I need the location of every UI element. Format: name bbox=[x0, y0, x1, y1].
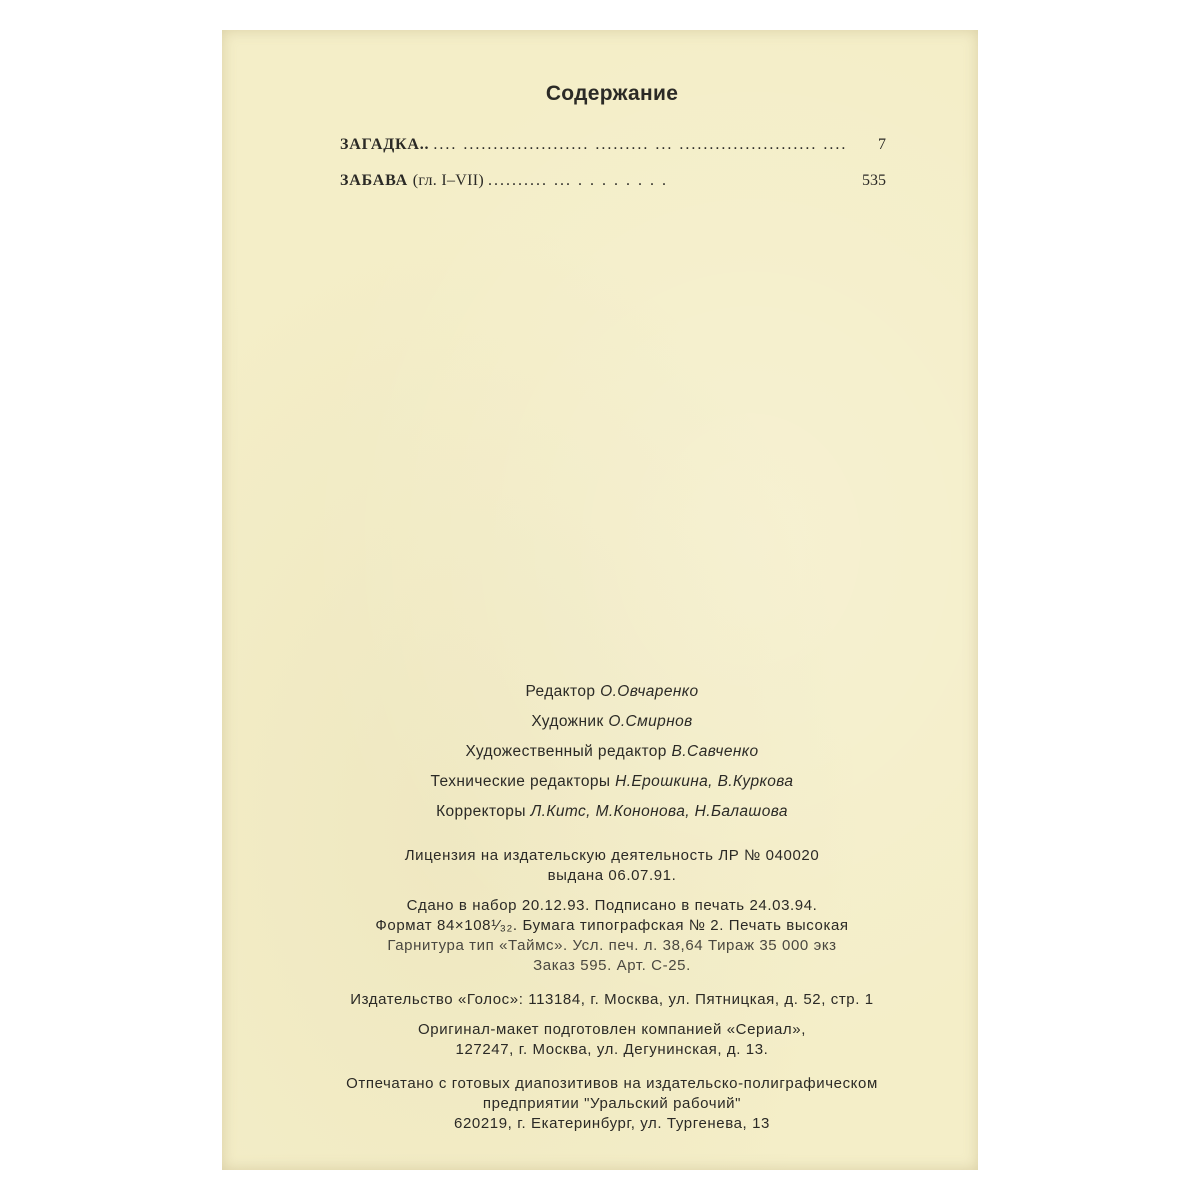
credit-name: В.Савченко bbox=[671, 743, 759, 760]
toc-entry bbox=[340, 136, 886, 172]
license-line: Лицензия на издательскую деятельность ЛР № 040020 bbox=[404, 847, 820, 864]
credit-name: О.Смирнов bbox=[608, 713, 693, 730]
toc-leader-dots: .... ..................... ......... ... ....................... .... bbox=[433, 136, 848, 153]
toc-entry bbox=[340, 172, 886, 208]
credit-name: О.Овчаренко bbox=[600, 683, 699, 700]
layout-line: Оригинал-макет подготовлен компанией «Сериал», bbox=[418, 1021, 806, 1038]
dates-line: Сдано в набор 20.12.93. Подписано в печать 24.03.94. bbox=[406, 897, 818, 914]
printer-name-line: предприятии "Уральский рабочий" bbox=[482, 1095, 742, 1112]
credit-proofreaders bbox=[222, 797, 1002, 827]
toc-entry-title: ЗАГАДКА.. bbox=[340, 136, 430, 153]
credits-block bbox=[222, 677, 1002, 827]
contents-heading: Содержание bbox=[545, 82, 679, 105]
license-date-line: выдана 06.07.91. bbox=[547, 867, 677, 884]
format-line: Формат 84×108¹⁄₃₂. Бумага типографская № 2. Печать высокая bbox=[375, 917, 849, 934]
table-of-contents bbox=[340, 136, 886, 208]
credit-tech-editors bbox=[222, 767, 1002, 797]
credit-role: Художник bbox=[531, 713, 604, 730]
toc-entry-suffix: (гл. I–VII) bbox=[412, 172, 484, 189]
toc-entry-page: 7 bbox=[878, 136, 886, 153]
typeface-line: Гарнитура тип «Таймс». Усл. печ. л. 38,64 Тираж 35 000 экз bbox=[387, 937, 837, 954]
credit-name: Л.Китс, М.Кононова, Н.Балашова bbox=[530, 803, 788, 820]
printed-line: Отпечатано с готовых диапозитивов на издательско-полиграфическом bbox=[346, 1075, 878, 1092]
credit-artist bbox=[222, 707, 1002, 737]
publisher-line: Издательство «Голос»: 113184, г. Москва, ул. Пятницкая, д. 52, стр. 1 bbox=[350, 991, 874, 1008]
toc-entry-title: ЗАБАВА (гл. I–VII) bbox=[340, 172, 484, 189]
book-page bbox=[222, 30, 978, 1170]
credit-role: Художественный редактор bbox=[465, 743, 667, 760]
toc-leader-dots: .......... ... . . . . . . . . bbox=[488, 172, 668, 189]
credit-role: Технические редакторы bbox=[430, 773, 611, 790]
order-line: Заказ 595. Арт. С-25. bbox=[533, 957, 691, 974]
credit-art-editor bbox=[222, 737, 1002, 767]
credit-editor bbox=[222, 677, 1002, 707]
printer-address-line: 620219, г. Екатеринбург, ул. Тургенева, 13 bbox=[454, 1115, 770, 1132]
imprint-block bbox=[222, 846, 1002, 1134]
toc-entry-page: 535 bbox=[862, 172, 886, 189]
credit-role: Редактор bbox=[525, 683, 596, 700]
layout-address-line: 127247, г. Москва, ул. Дегунинская, д. 13. bbox=[455, 1041, 769, 1058]
credit-role: Корректоры bbox=[436, 803, 526, 820]
credit-name: Н.Ерошкина, В.Куркова bbox=[615, 773, 794, 790]
